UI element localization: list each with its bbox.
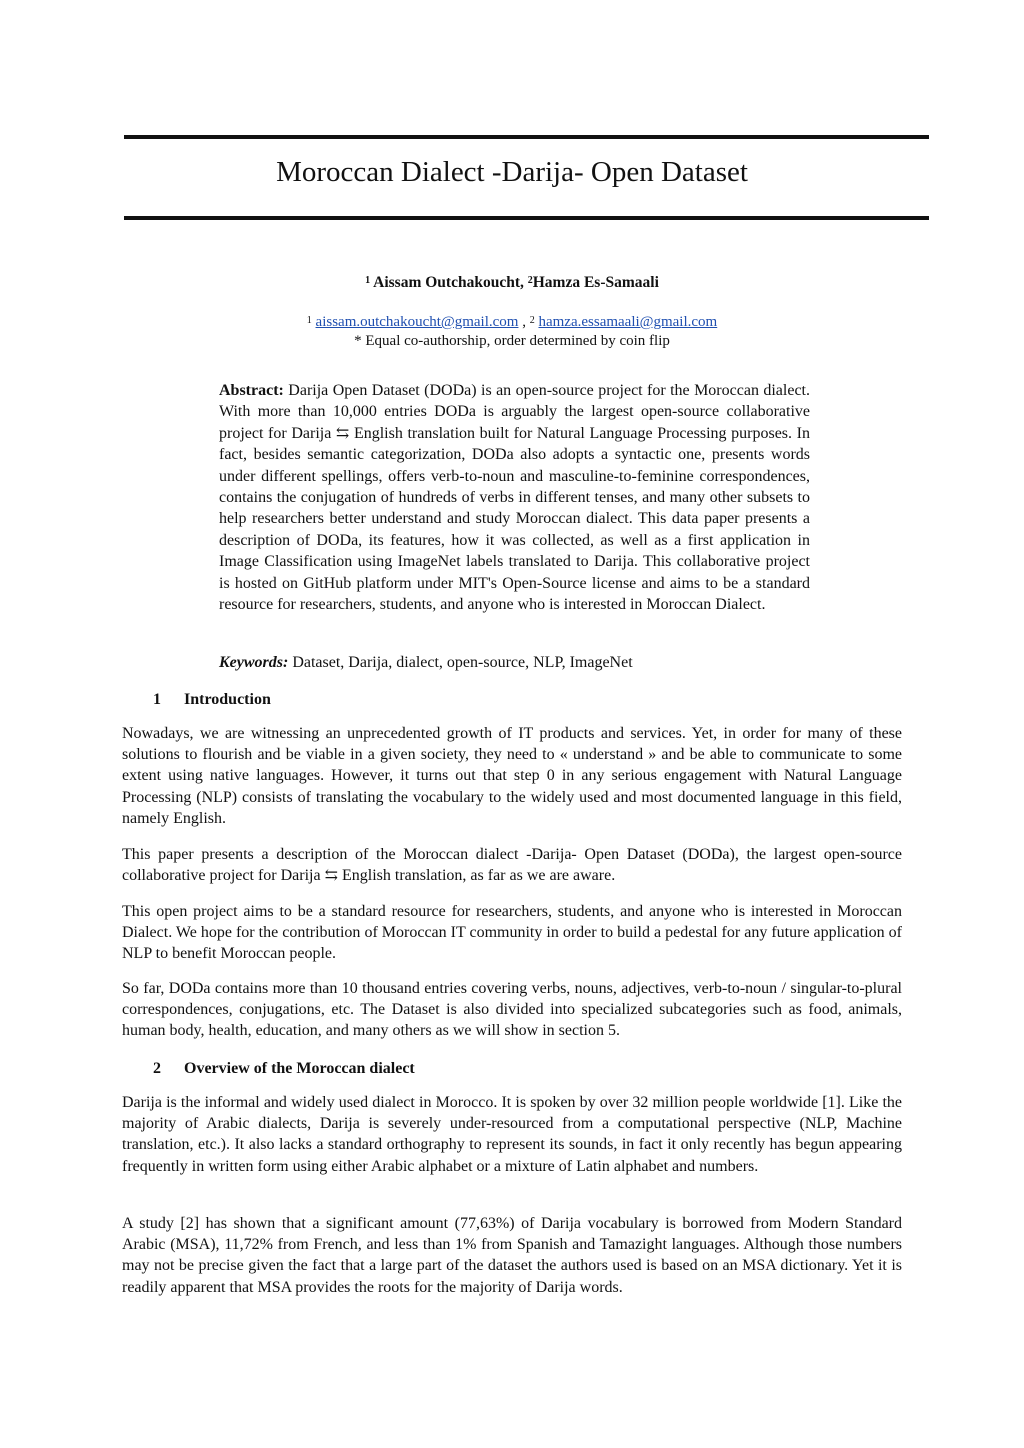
section-1-heading [153, 689, 271, 710]
email-2-link[interactable]: hamza.essamaali@gmail.com [538, 314, 718, 330]
section-2-number: 2 [153, 1060, 161, 1077]
email-2-marker: 2 [529, 315, 535, 326]
section-1-title: Introduction [184, 691, 271, 708]
keywords [219, 652, 810, 673]
overview-paragraph-1: Darija is the informal and widely used dialect in Morocco. It is spoken by over 32 million people worldwide [1]. Like the majority of Arabic dialects, Darija is severely under-resourced from a computational perspective (NLP, Machine translation, etc.). It also lacks a standard orthography to represent its sounds, in fact it only recently has begun appearing frequently in written form using either Arabic alphabet or a mixture of Latin alphabet and numbers. [122, 1094, 902, 1175]
section-2-title: Overview of the Moroccan dialect [184, 1060, 415, 1077]
intro-paragraph-3: This open project aims to be a standard resource for researchers, students, and anyone who is interested in Moroccan Dialect. We hope for the contribution of Moroccan IT community in order to build a pedestal for any future application of NLP to benefit Moroccan people. [122, 903, 902, 963]
abstract-label: Abstract: [219, 382, 284, 399]
keywords-text: Dataset, Darija, dialect, open-source, NLP, ImageNet [292, 654, 633, 671]
intro-paragraph-1: Nowadays, we are witnessing an unprecedented growth of IT products and services. Yet, in order for many of these solutions to flourish and be viable in a given society, they need to « understand » and be able to communicate to some extent using native languages. However, it turns out that step 0 in any serious engagement with Natural Language Processing (NLP) consists of translating the vocabulary to the widely used and most documented language in this field, namely English. [122, 725, 902, 827]
email-1-link[interactable]: aissam.outchakoucht@gmail.com [315, 314, 519, 330]
section-2-heading [153, 1058, 415, 1079]
intro-paragraph-4: So far, DODa contains more than 10 thousand entries covering verbs, nouns, adjectives, verb-to-noun / singular-to-plural correspondences, conjugations, etc. The Dataset is also divided into specialized subcategories such as food, animals, human body, health, education, and many others as we will show in section 5. [122, 980, 902, 1040]
affiliation-block [0, 313, 1024, 351]
keywords-label: Keywords: [219, 654, 289, 671]
author-2-marker: 2 [527, 275, 533, 286]
abstract [219, 380, 810, 615]
author-1-name: Aissam Outchakoucht, [373, 274, 524, 291]
paper-title: Moroccan Dialect -Darija- Open Dataset [276, 156, 748, 188]
author-2-name: Hamza Es-Samaali [532, 274, 659, 291]
section-1-number: 1 [153, 691, 161, 708]
intro-paragraph-2: This paper presents a description of the Moroccan dialect -Darija- Open Dataset (DODa), the largest open-source collaborative project for Darija ⇆ English translation, as far as we are aware. [122, 846, 902, 885]
overview-paragraph-2: A study [2] has shown that a significant amount (77,63%) of Darija vocabulary is borrowed from Modern Standard Arabic (MSA), 11,72% from French, and less than 1% from Spanish and Tamazight languages. Although those numbers may not be precise given the fact that a large part of the dataset the authors used is based on an MSA dictionary. Yet it is readily apparent that MSA provides the roots for the majority of Darija words. [122, 1215, 902, 1296]
co-authorship-note: * Equal co-authorship, order determined by coin flip [354, 333, 670, 349]
email-1-marker: 1 [306, 315, 312, 326]
title-rule-bottom [124, 216, 929, 220]
abstract-text: Darija Open Dataset (DODa) is an open-source project for the Moroccan dialect. With more than 10,000 entries DODa is arguably the largest open-source collaborative project for Darija ⇆ English translation built for Natural Language Processing purposes. In fact, besides semantic categorization, DODa also adopts a syntactic one, presents words under different spellings, offers verb-to-noun and masculine-to-feminine correspondences, contains the conjugation of hundreds of verbs in different tenses, and many other subsets to help researchers better understand and study Moroccan dialect. This data paper presents a description of DODa, its features, how it was collected, as well as a first application in Image Classification using ImageNet labels translated to Darija. This collaborative project is hosted on GitHub platform under MIT's Open-Source license and aims to be a standard resource for researchers, students, and anyone who is interested in Moroccan Dialect. [219, 382, 810, 614]
author-line [0, 272, 1024, 294]
email-separator: , [522, 314, 526, 330]
email-line [0, 313, 1024, 332]
author-1-marker: 1 [365, 275, 371, 286]
title-rule-top [124, 135, 929, 139]
